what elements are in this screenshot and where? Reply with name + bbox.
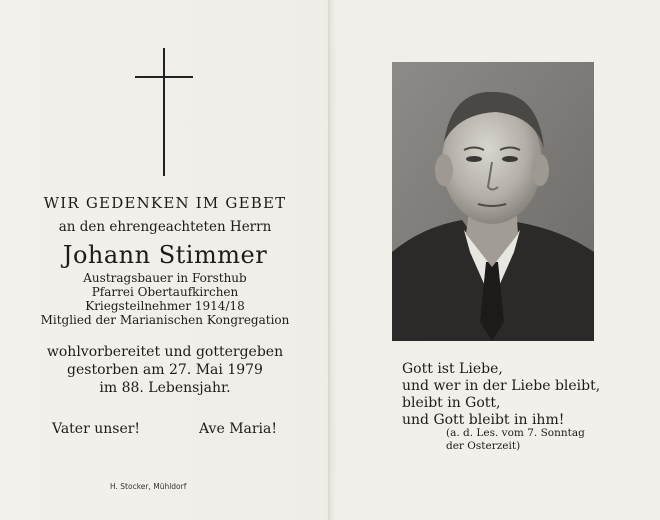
prayer-vater-unser: Vater unser! [52, 421, 141, 437]
card-fold [328, 0, 330, 520]
prayer-ave-maria: Ave Maria! [199, 421, 278, 437]
detail-line: Mitglied der Marianischen Kongregation [40, 313, 290, 327]
printer-credit: H. Stocker, Mühldorf [110, 482, 187, 491]
verse-reference: (a. d. Les. vom 7. Sonntag [446, 427, 585, 439]
verse-line: Gott ist Liebe, [402, 361, 503, 377]
intro-text: an den ehrengeachteten Herrn [58, 219, 272, 235]
portrait-image [392, 62, 594, 341]
detail-line: Kriegsteilnehmer 1914/18 [85, 299, 245, 313]
detail-line: Austragsbauer in Forsthub [83, 271, 247, 285]
death-date: gestorben am 27. Mai 1979 [67, 362, 263, 378]
verse-reference: der Osterzeit) [446, 440, 521, 452]
detail-line: Pfarrei Obertaufkirchen [91, 285, 239, 299]
verse-line: und wer in der Liebe bleibt, [402, 378, 601, 394]
verse-line: und Gott bleibt in ihm! [402, 412, 565, 428]
heading: WIR GEDENKEN IM GEBET [43, 194, 287, 212]
portrait-photo [392, 62, 594, 341]
cross-icon [163, 48, 165, 176]
cross-icon-bar [135, 76, 193, 78]
age-line: im 88. Lebensjahr. [99, 380, 231, 396]
death-line: wohlvorbereitet und gottergeben [46, 344, 284, 360]
verse-line: bleibt in Gott, [402, 395, 501, 411]
deceased-name: Johann Stimmer [62, 241, 268, 269]
